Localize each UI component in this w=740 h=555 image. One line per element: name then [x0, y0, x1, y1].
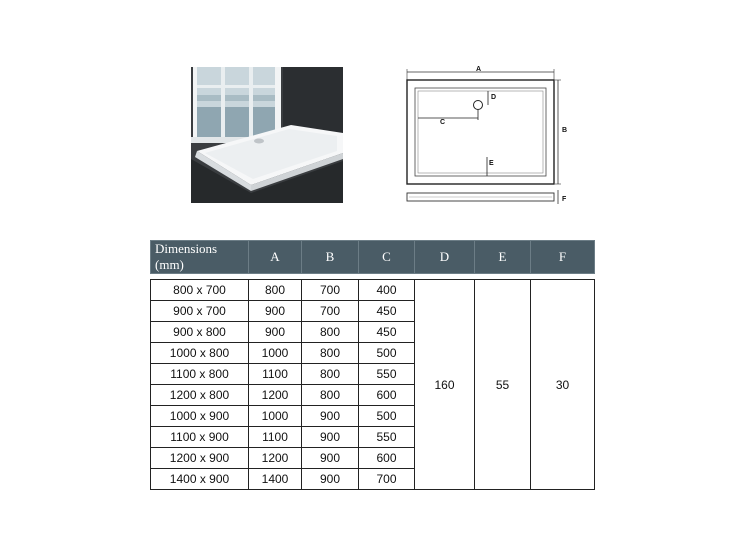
cell-a: 800	[249, 280, 302, 301]
cell-c: 550	[359, 364, 415, 385]
label-d: D	[491, 94, 497, 101]
header-b: B	[302, 241, 359, 274]
cell-a: 900	[249, 301, 302, 322]
cell-c: 600	[359, 448, 415, 469]
cell-c: 600	[359, 385, 415, 406]
cell-a: 1000	[249, 343, 302, 364]
cell-c: 450	[359, 301, 415, 322]
cell-a: 1200	[249, 385, 302, 406]
cell-c: 500	[359, 343, 415, 364]
header-dimensions: Dimensions (mm)	[151, 241, 249, 274]
cell-size: 1100 x 800	[151, 364, 249, 385]
cell-size: 800 x 700	[151, 280, 249, 301]
cell-b: 800	[302, 385, 359, 406]
label-a: A	[476, 66, 482, 73]
cell-c: 700	[359, 469, 415, 490]
cell-size: 900 x 700	[151, 301, 249, 322]
cell-b: 800	[302, 364, 359, 385]
cell-a: 1000	[249, 406, 302, 427]
cell-b: 800	[302, 322, 359, 343]
dimensions-table	[150, 240, 595, 490]
cell-b: 900	[302, 406, 359, 427]
cell-c: 450	[359, 322, 415, 343]
cell-c: 400	[359, 280, 415, 301]
header-e: E	[475, 241, 531, 274]
cell-a: 1100	[249, 364, 302, 385]
shower-tray-illustration	[191, 67, 343, 203]
cell-b: 900	[302, 469, 359, 490]
cell-size: 900 x 800	[151, 322, 249, 343]
cell-size: 1100 x 900	[151, 427, 249, 448]
cell-size: 1000 x 900	[151, 406, 249, 427]
cell-b: 700	[302, 301, 359, 322]
cell-a: 900	[249, 322, 302, 343]
cell-f: 30	[531, 280, 595, 490]
table-header-row	[151, 241, 595, 274]
cell-b: 900	[302, 427, 359, 448]
label-c: C	[440, 119, 446, 126]
cell-c: 500	[359, 406, 415, 427]
cell-size: 1200 x 800	[151, 385, 249, 406]
cell-a: 1200	[249, 448, 302, 469]
header-a: A	[249, 241, 302, 274]
cell-b: 800	[302, 343, 359, 364]
cell-c: 550	[359, 427, 415, 448]
label-e: E	[489, 160, 494, 167]
header-f: F	[531, 241, 595, 274]
cell-d: 160	[415, 280, 475, 490]
cell-size: 1400 x 900	[151, 469, 249, 490]
header-c: C	[359, 241, 415, 274]
header-d: D	[415, 241, 475, 274]
label-f: F	[562, 196, 567, 203]
cell-a: 1100	[249, 427, 302, 448]
table-row	[151, 280, 595, 301]
cell-b: 700	[302, 280, 359, 301]
cell-b: 900	[302, 448, 359, 469]
tray-technical-drawing	[400, 62, 580, 212]
cell-size: 1000 x 800	[151, 343, 249, 364]
label-b: B	[562, 127, 568, 134]
cell-e: 55	[475, 280, 531, 490]
cell-size: 1200 x 900	[151, 448, 249, 469]
shower-tray-photo	[191, 67, 343, 203]
cell-a: 1400	[249, 469, 302, 490]
